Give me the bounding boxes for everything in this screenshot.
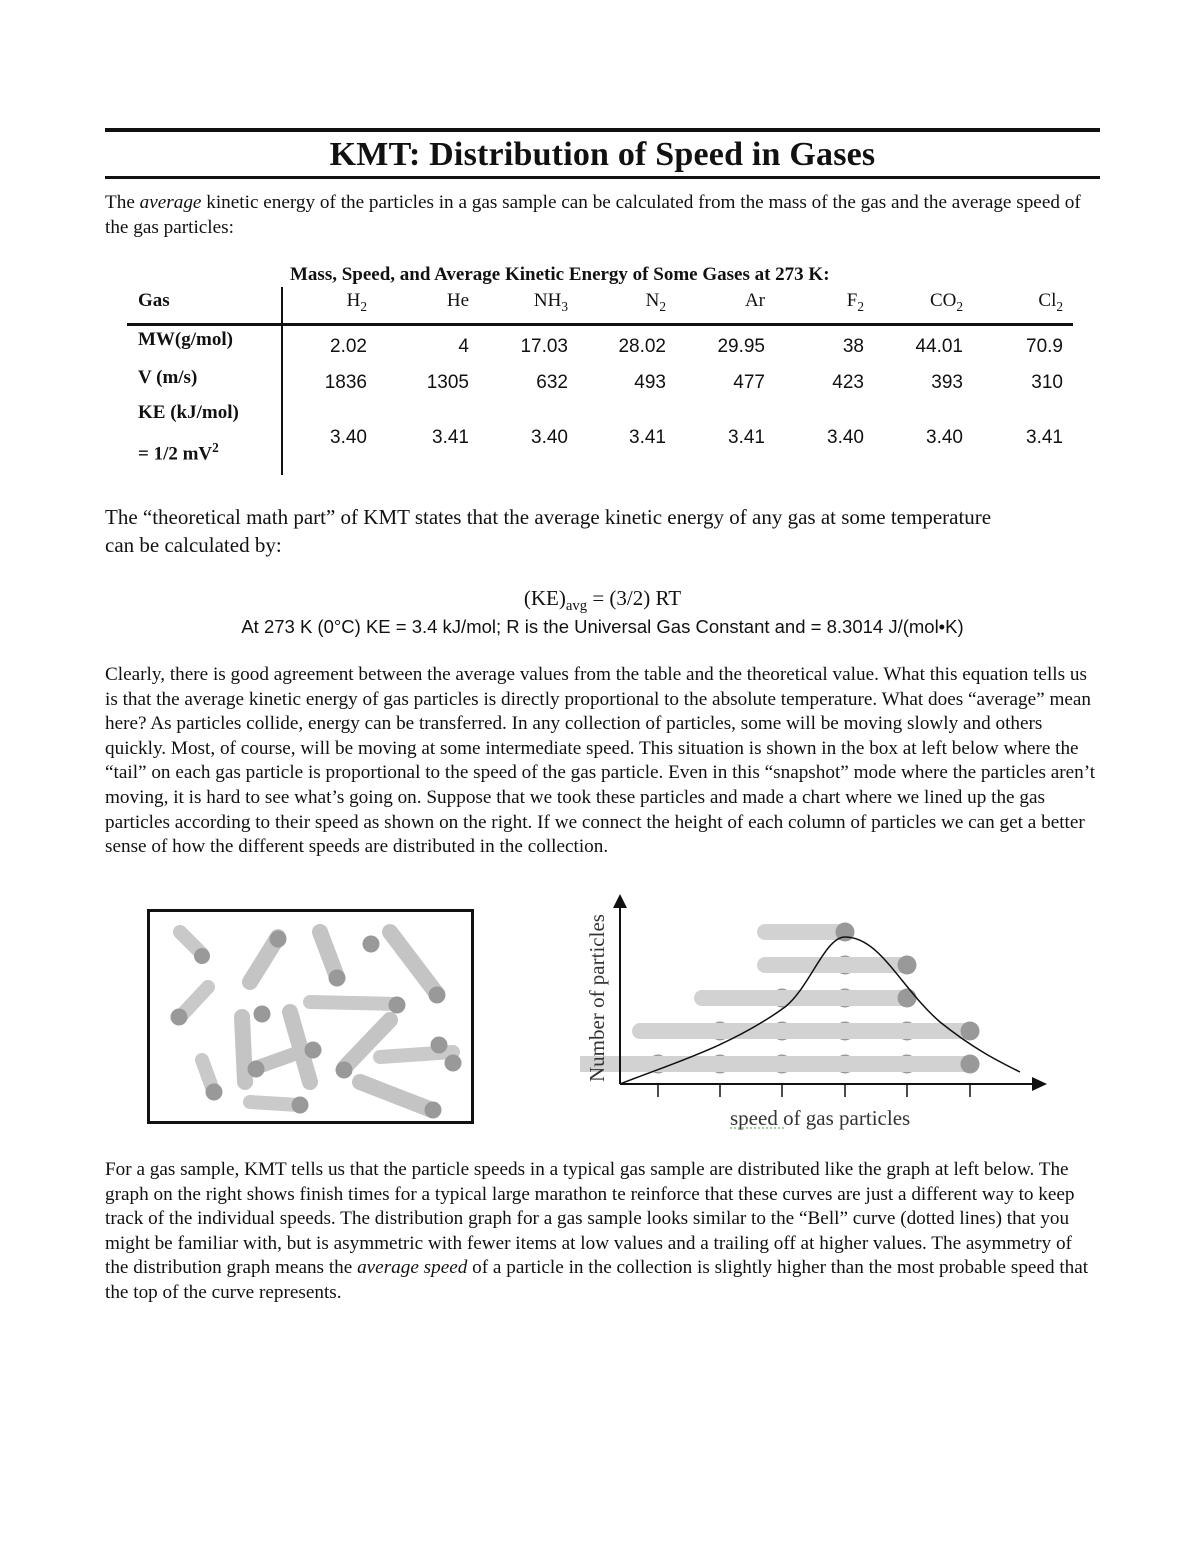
v-value: 477 bbox=[733, 372, 765, 393]
particle-snapshot-figure bbox=[150, 912, 471, 1121]
particle bbox=[194, 948, 210, 964]
gas-header-1 bbox=[399, 290, 469, 312]
gas-formula: Ar bbox=[744, 290, 765, 311]
formula-note: At 273 K (0°C) KE = 3.4 kJ/mol; R is the Universal Gas Constant and = 8.3014 J/(mol•K) bbox=[241, 616, 964, 637]
particle bbox=[270, 931, 287, 948]
particle-tail bbox=[258, 1052, 300, 1067]
row-label-ke: KE (kJ/mol) bbox=[138, 402, 239, 423]
ke-value: 3.41 bbox=[432, 427, 469, 448]
particle-tail bbox=[242, 1017, 245, 1082]
ke-value: 3.41 bbox=[1026, 427, 1063, 448]
mw-value: 28.02 bbox=[618, 336, 666, 357]
gas-formula: NH bbox=[533, 290, 562, 311]
top-rule bbox=[105, 128, 1100, 132]
formula-lhs-subscript: avg bbox=[565, 598, 588, 615]
page-title: KMT: Distribution of Speed in Gases bbox=[329, 136, 876, 173]
speed-particle bbox=[898, 989, 917, 1008]
intro-text-start: The bbox=[105, 192, 140, 213]
ke-formula-text: = 1/2 mV bbox=[138, 443, 213, 465]
particle bbox=[389, 997, 406, 1014]
gas-header-4 bbox=[695, 290, 765, 312]
particle bbox=[171, 1009, 188, 1026]
gas-subscript: 2 bbox=[1056, 298, 1063, 314]
conclusion-paragraph bbox=[105, 1158, 1100, 1306]
mw-value: 4 bbox=[458, 336, 469, 357]
gas-subscript: 2 bbox=[360, 298, 367, 314]
gas-formula: Cl bbox=[1038, 290, 1057, 311]
graph-marks bbox=[580, 923, 980, 1074]
particle bbox=[329, 970, 346, 987]
table-caption: Mass, Speed, and Average Kinetic Energy of Some Gases at 273 K: bbox=[290, 264, 830, 285]
particle bbox=[248, 1061, 265, 1078]
x-axis-arrow bbox=[1032, 1077, 1047, 1091]
intro-text-end: kinetic energy of the particles in a gas sample can be calculated from the mass of the gas and the average speed of the gas particles: bbox=[105, 192, 1081, 238]
particle bbox=[254, 1006, 271, 1023]
particle bbox=[431, 1037, 448, 1054]
mw-value: 2.02 bbox=[330, 336, 367, 357]
gas-header-6 bbox=[893, 290, 963, 315]
gas-formula: N bbox=[645, 290, 660, 311]
ke-value: 3.41 bbox=[629, 427, 666, 448]
speed-distribution-graph bbox=[580, 892, 1060, 1137]
particle bbox=[206, 1084, 223, 1101]
gas-header-5 bbox=[794, 290, 864, 315]
particle bbox=[292, 1097, 309, 1114]
v-value: 423 bbox=[832, 372, 864, 393]
ke-value: 3.40 bbox=[531, 427, 568, 448]
row-label-mw: MW(g/mol) bbox=[138, 329, 233, 350]
conclusion-text-end: of a particle in the collection is slightly higher than the most probable speed that the top of the curve represents. bbox=[105, 1257, 1089, 1303]
ke-value: 3.40 bbox=[926, 427, 963, 448]
particle-tails bbox=[180, 932, 453, 1110]
table-vertical-rule bbox=[281, 287, 283, 475]
conclusion-text-start: For a gas sample, KMT tells us that the particle speeds in a typical gas sample are distributed like the graph at left below. The graph on the right shows finish times for a typical large marathon te reinforce that these curves are just a different way to keep track of the individual speeds. The distribution graph for a gas sample looks similar to the “Bell” curve (dotted lines) that you might be familiar with, but is asymmetric with fewer items at low values and a trailing off at higher values. The asymmetry of the distribution graph means the bbox=[105, 1159, 1075, 1279]
table-header-gas: Gas bbox=[138, 290, 170, 311]
mw-value: 29.95 bbox=[717, 336, 765, 357]
particle bbox=[305, 1042, 322, 1059]
gas-formula: He bbox=[446, 290, 469, 311]
ke-value: 3.41 bbox=[728, 427, 765, 448]
particle bbox=[425, 1102, 442, 1119]
x-axis-ticks bbox=[658, 1084, 970, 1097]
speed-particle bbox=[961, 1055, 980, 1074]
gas-formula: F bbox=[846, 290, 858, 311]
table-horizontal-rule bbox=[127, 323, 1073, 326]
y-axis-label: Number of particles bbox=[585, 914, 609, 1082]
particle bbox=[429, 987, 446, 1004]
gas-subscript: 3 bbox=[561, 298, 568, 314]
intro-paragraph bbox=[105, 191, 1100, 240]
gas-subscript: 2 bbox=[659, 298, 666, 314]
x-axis-label: speed of gas particles bbox=[730, 1106, 911, 1130]
particle-snapshot-box bbox=[147, 909, 474, 1124]
v-value: 393 bbox=[931, 372, 963, 393]
particle-tail bbox=[310, 1002, 397, 1004]
gas-header-0 bbox=[297, 290, 367, 315]
mw-value: 44.01 bbox=[915, 336, 963, 357]
formula-rhs: = (3/2) RT bbox=[587, 586, 682, 610]
v-value: 1305 bbox=[426, 372, 469, 393]
ke-value: 3.40 bbox=[827, 427, 864, 448]
v-value: 632 bbox=[536, 372, 568, 393]
mw-value: 70.9 bbox=[1026, 336, 1063, 357]
gas-header-3 bbox=[596, 290, 666, 315]
speed-particle bbox=[898, 956, 917, 975]
title-underline bbox=[105, 176, 1100, 179]
formula-lhs: (KE) bbox=[523, 586, 566, 610]
particle bbox=[445, 1055, 462, 1072]
gas-subscript: 2 bbox=[956, 298, 963, 314]
particle bbox=[363, 936, 380, 953]
gas-subscript: 2 bbox=[857, 298, 864, 314]
mw-value: 17.03 bbox=[520, 336, 568, 357]
particle-tail bbox=[250, 1102, 298, 1105]
ke-formula-exponent: 2 bbox=[212, 440, 219, 455]
gas-header-2 bbox=[498, 290, 568, 315]
theory-paragraph: The “theoretical math part” of KMT states that the average kinetic energy of any gas at some temperature can be calculated by: bbox=[105, 505, 992, 557]
particle-tail bbox=[390, 932, 437, 994]
v-value: 310 bbox=[1031, 372, 1063, 393]
mw-value: 38 bbox=[842, 336, 864, 357]
particle bbox=[336, 1062, 353, 1079]
gas-formula: CO bbox=[929, 290, 957, 311]
row-label-v: V (m/s) bbox=[138, 367, 198, 388]
row-label-ke-formula bbox=[138, 440, 219, 465]
v-value: 1836 bbox=[324, 372, 367, 393]
speed-particle bbox=[961, 1022, 980, 1041]
explanation-paragraph: Clearly, there is good agreement between the average values from the table and the theoretical value. What this equation tells us is that the average kinetic energy of gas particles is directly proportional to the absolute temperature. What does “average” mean here? As particles collide, energy can be transferred. In any collection of particles, some will be moving slowly and others quickly. Most, of course, will be moving at some intermediate speed. This situation is shown in the box at left below where the “tail” on each gas particle is proportional to the speed of the gas particle. Even in this “snapshot” mode where the particles aren’t moving, it is hard to see what’s going on. Suppose that we took these particles and made a chart where we lined up the gas particles according to their speed as shown on the right. If we connect the height of each column of particles we can get a better sense of how the different speeds are distributed in the collection. bbox=[105, 664, 1096, 858]
ke-formula bbox=[105, 586, 1100, 615]
gas-header-7 bbox=[993, 290, 1063, 315]
ke-value: 3.40 bbox=[330, 427, 367, 448]
gas-formula: H bbox=[346, 290, 361, 311]
v-value: 493 bbox=[634, 372, 666, 393]
particle-tail bbox=[360, 1082, 432, 1110]
y-axis-arrow bbox=[613, 894, 627, 908]
conclusion-emphasis: average speed bbox=[357, 1257, 468, 1279]
intro-emphasis: average bbox=[139, 192, 202, 213]
